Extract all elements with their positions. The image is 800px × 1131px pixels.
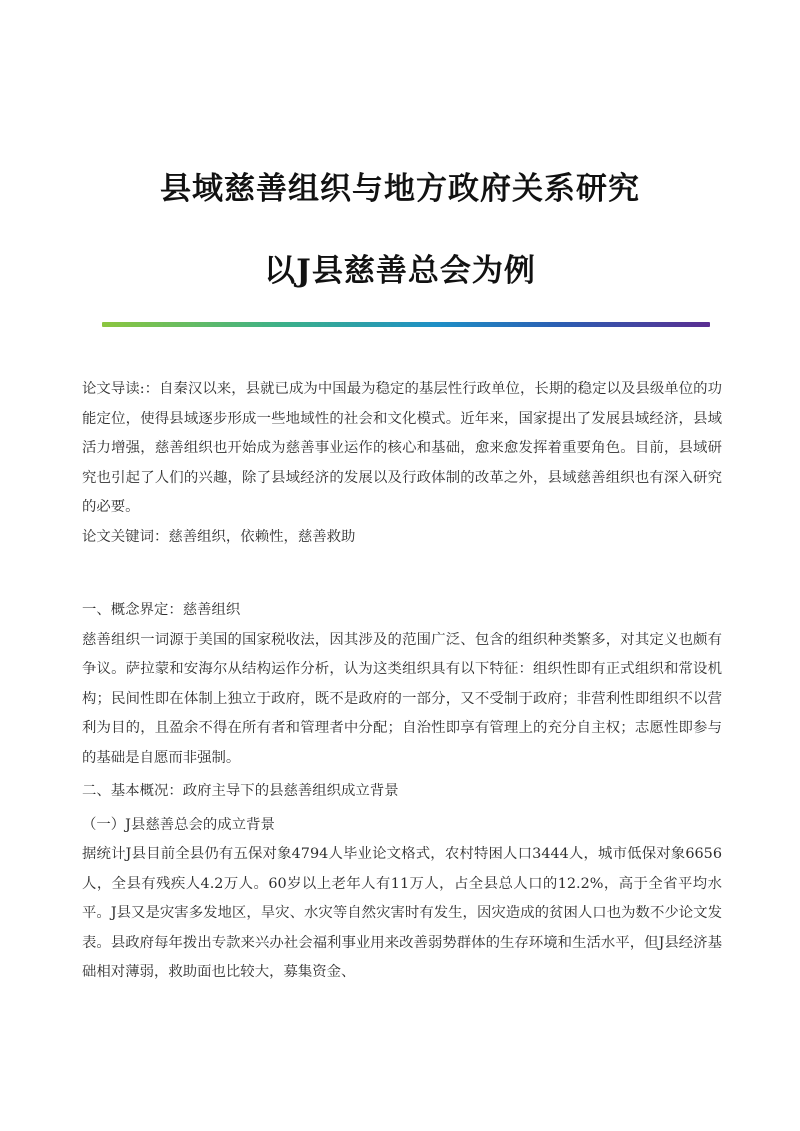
section-1-paragraph: 慈善组织一词源于美国的国家税收法，因其涉及的范围广泛、包含的组织种类繁多，对其定义也颇有争议。萨拉蒙和安海尔从结构运作分析，认为这类组织具有以下特征：组织性即有正式组织和常设机构；民间性即在体制上独立于政府，既不是政府的一部分，又不受制于政府；非营利性即组织不以营利为目的，且盈余不得在所有者和管理者中分配；自治性即享有管理上的充分自主权；志愿性即参与的基础是自愿而非强制。 bbox=[82, 631, 722, 766]
keywords-line: 论文关键词：慈善组织，依赖性，慈善救助 bbox=[82, 528, 356, 545]
document-title: 县域慈善组织与地方政府关系研究 bbox=[160, 171, 640, 207]
title-divider bbox=[102, 322, 710, 327]
section-spacer bbox=[82, 552, 722, 596]
document-subtitle: 以J县慈善总会为例 bbox=[264, 253, 536, 289]
document-body bbox=[82, 375, 722, 988]
section-2-paragraph: 据统计J县目前全县仍有五保对象4794人毕业论文格式，农村特困人口3444人，城市低保对象6656人，全县有残疾人4.2万人。60岁以上老年人有11万人，占全县总人口的12.2%，高于全省平均水平。J县又是灾害多发地区，旱灾、水灾等自然灾害时有发生，因灾造成的贫困人口也为数不少论文发表。县政府每年拨出专款来兴办社会福利事业用来改善弱势群体的生存环境和生活水平，但J县经济基础相对薄弱，救助面也比较大，募集资金、 bbox=[82, 846, 722, 980]
section-2-heading: 二、基本概况：政府主导下的县慈善组织成立背景 bbox=[82, 783, 399, 799]
section-2-subheading: （一）J县慈善总会的成立背景 bbox=[82, 816, 275, 833]
abstract-paragraph: 论文导读:：自秦汉以来，县就已成为中国最为稳定的基层性行政单位，长期的稳定以及县级单位的功能定位，使得县域逐步形成一些地域性的社会和文化模式。近年来，国家提出了发展县域经济，县域活力增强，慈善组织也开始成为慈善事业运作的核心和基础，愈来愈发挥着重要角色。目前，县域研究也引起了人们的兴趣，除了县域经济的发展以及行政体制的改革之外，县域慈善组织也有深入研究的必要。 bbox=[82, 381, 722, 515]
section-1-heading: 一、概念界定：慈善组织 bbox=[82, 602, 241, 618]
